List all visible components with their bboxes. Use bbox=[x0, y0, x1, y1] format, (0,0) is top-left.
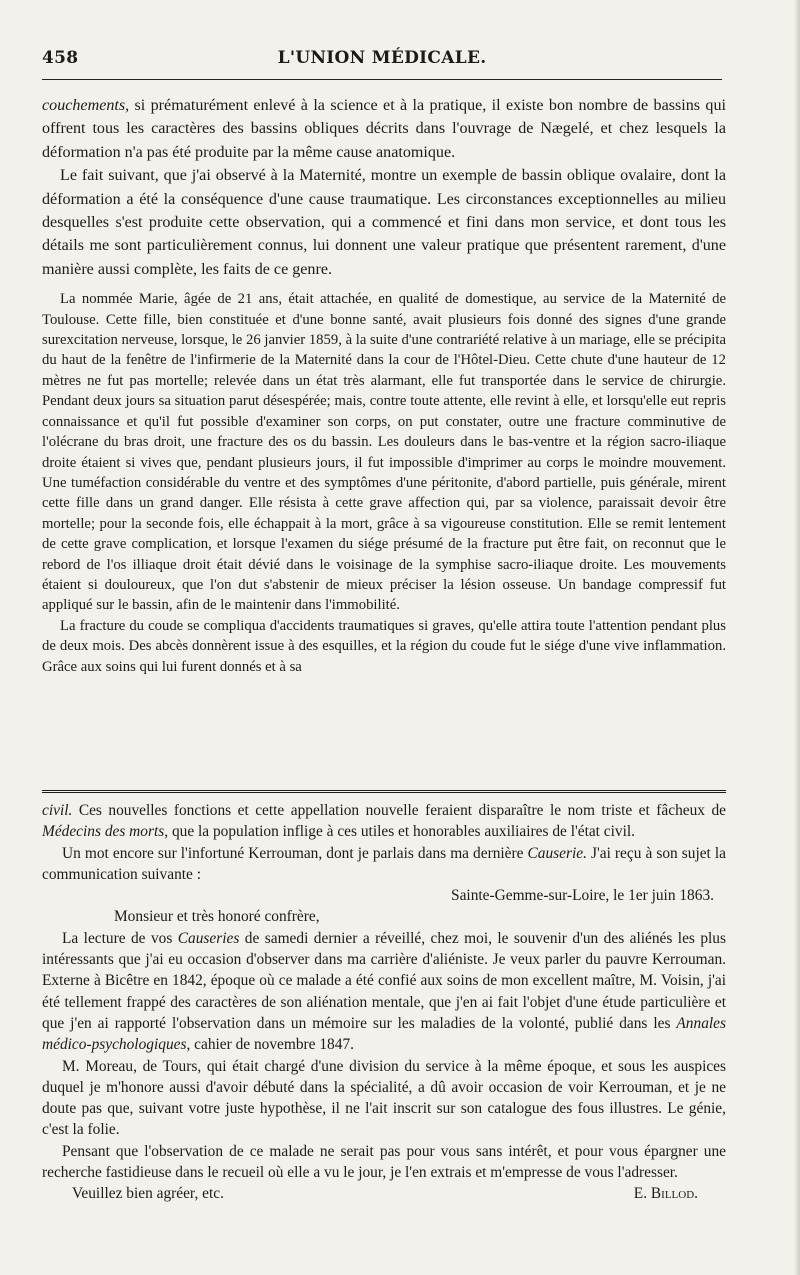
page-number: 458 bbox=[42, 48, 79, 68]
letter-emphasis-causeries: Causeries bbox=[177, 929, 240, 947]
letter-signature: E. Billod. bbox=[633, 1185, 698, 1203]
feuilleton-emphasis-civil: civil. bbox=[42, 802, 73, 819]
feuilleton-section bbox=[42, 800, 726, 1205]
article-paragraph-2: Le fait suivant, que j'ai observé à la Maternité, montre un exemple de bassin oblique ovalaire, dont la déformation a été la conséquence d'une cause traumatique. Les circonstances exceptionnelles au milieu desquelles s'est produite cette observation, qui a commencé et fini dans mon service, et dont tous les détails me sont particulièrement connus, lui donnent une valeur pratique que présentent rarement, d'une manière aussi complète, les faits de ce genre. bbox=[42, 167, 726, 278]
feuilleton-paragraph-2 bbox=[42, 843, 726, 886]
feuilleton-divider bbox=[42, 790, 726, 793]
feuilleton-text-1a: Ces nouvelles fonctions et cette appellation nouvelle feraient disparaître le nom triste et fâcheux de bbox=[72, 802, 726, 819]
observation-paragraph-1: La nommée Marie, âgée de 21 ans, était attachée, en qualité de domestique, au service de la Maternité de Toulouse. Cette fille, bien constituée et d'une bonne santé, avait plusieurs fois donné des signes d'une grande surexcitation nerveuse, lorsque, le 26 janvier 1859, à la suite d'une contrariété relative à un mariage, elle se précipita du haut de la fenêtre de l'infirmerie de la Maternité dans la cour de l'Hôtel-Dieu. Cette chute d'une hauteur de 12 mètres ne fut pas mortelle; relevée dans un état très alarmant, elle fut transportée dans le service de chirurgie. Pendant deux jours sa situation parut désespérée; mais, contre toute attente, elle revint à elle, et lorsqu'elle eut repris connaissance et qu'il fut possible d'examiner son corps, on put constater, outre une fracture comminutive de l'olécrane du bras droit, une fracture des os du bassin. Les douleurs dans le bas-ventre et la région sacro-iliaque droite étaient si vives que, pendant plusieurs jours, il fut impossible d'imprimer au corps le moindre mouvement. Une tuméfaction considérable du ventre et des symptômes d'une péritonite, d'abord partielle, puis générale, mirent cette fille dans un grand danger. Elle résista à cette grave affection qui, par sa violence, paraissait devoir être mortelle; pour la seconde fois, elle échappait à la mort, grâce à sa vigoureuse constitution. Elle se remit lentement de cette grave complication, et lorsque l'examen du siége présumé de la fracture put être fait, on reconnut que le rebord de l'os illiaque droit était dévié dans le voisinage de la symphise sacro-iliaque droite. Les mouvements étaient si douloureux, que l'on dut s'abstenir de mieux préciser la lésion osseuse. Un bandage compressif fut appliqué sur le bassin, afin de le maintenir dans l'immobilité. bbox=[42, 291, 726, 614]
article-paragraph-1 bbox=[42, 94, 726, 164]
letter-date-line: Sainte-Gemme-sur-Loire, le 1er juin 1863. bbox=[451, 887, 714, 905]
feuilleton-text-2b: J'ai reçu à son sujet la communication suivante : bbox=[42, 844, 726, 883]
article-paragraph-1-text: , si prématurément enlevé à la science et à la pratique, il existe bon nombre de bassins qui offrent tous les caractères des bassins obliques décrits dans l'ouvrage de Nægelé, et chez lesquels la déformation n'a pas été produite par la même cause anatomique. bbox=[42, 97, 726, 161]
article-body bbox=[42, 94, 726, 677]
letter-closing: Veuillez bien agréer, etc. bbox=[72, 1185, 224, 1203]
letter-text-1c: , cahier de novembre 1847. bbox=[186, 1036, 354, 1054]
feuilleton-paragraph-1 bbox=[42, 800, 726, 843]
feuilleton-text-2a: Un mot encore sur l'infortuné Kerrouman, dont je parlais dans ma dernière bbox=[62, 844, 528, 862]
page-edge-shadow bbox=[794, 0, 800, 1275]
letter-paragraph-3: Pensant que l'observation de ce malade ne serait pas pour vous sans intérêt, et pour vous épargner une recherche fastidieuse dans le recueil où elle a vu le jour, je l'en extrais et m'empresse de vous l'adresser. bbox=[42, 1142, 726, 1182]
article-paragraph-1-emphasis: couchements bbox=[42, 97, 126, 114]
letter-text-1b: de samedi dernier a réveillé, chez moi, le souvenir d'un des aliénés les plus intéressants que j'ai eu occasion d'observer dans ma carrière d'aliéniste. Je veux parler du pauvre Kerrouman. Externe à Bicêtre en 1842, époque où ce malade a été confié aux soins de mon excellent maître, M. Voisin, j'ai été tellement frappé des caractères de son aliénation mentale, que j'en ai fait l'objet d'une étude particulière et que j'en ai rapporté l'observation dans un mémoire sur les maladies de la volonté, publié dans les bbox=[42, 929, 726, 1032]
header-rule bbox=[42, 79, 722, 80]
letter-emphasis-annales: Annales médico-psychologiques bbox=[42, 1014, 726, 1054]
letter-text-1a: La lecture de vos bbox=[62, 929, 178, 947]
letter-paragraph-1 bbox=[42, 928, 726, 1056]
feuilleton-text-1b: , que la population inflige à ces utiles et honorables auxiliaires de l'état civil. bbox=[164, 823, 636, 841]
journal-title: L'UNION MÉDICALE. bbox=[277, 48, 487, 68]
running-header bbox=[42, 48, 722, 74]
letter-paragraph-2: M. Moreau, de Tours, qui était chargé d'une division du service à la même époque, et sous les auspices duquel je m'honore aussi d'avoir débuté dans la spécialité, a dû avoir occasion de voir Kerrouman, et je ne doute pas que, suivant votre juste hypothèse, il ne l'ait inscrit sur son catalogue des fous illustres. Le génie, c'est la folie. bbox=[42, 1057, 726, 1139]
feuilleton-emphasis-causerie: Causerie. bbox=[527, 844, 587, 862]
letter-salutation: Monsieur et très honoré confrère, bbox=[114, 908, 320, 926]
feuilleton-emphasis-medecins: Médecins des morts bbox=[42, 823, 165, 841]
letter-closing-row bbox=[42, 1183, 726, 1205]
observation-paragraph-2: La fracture du coude se compliqua d'accidents traumatiques si graves, qu'elle attira toute l'attention pendant plus de deux mois. Des abcès donnèrent issue à des esquilles, et la région du coude fut le siége d'une vive inflammation. Grâce aux soins qui lui furent donnés et à sa bbox=[42, 617, 726, 675]
